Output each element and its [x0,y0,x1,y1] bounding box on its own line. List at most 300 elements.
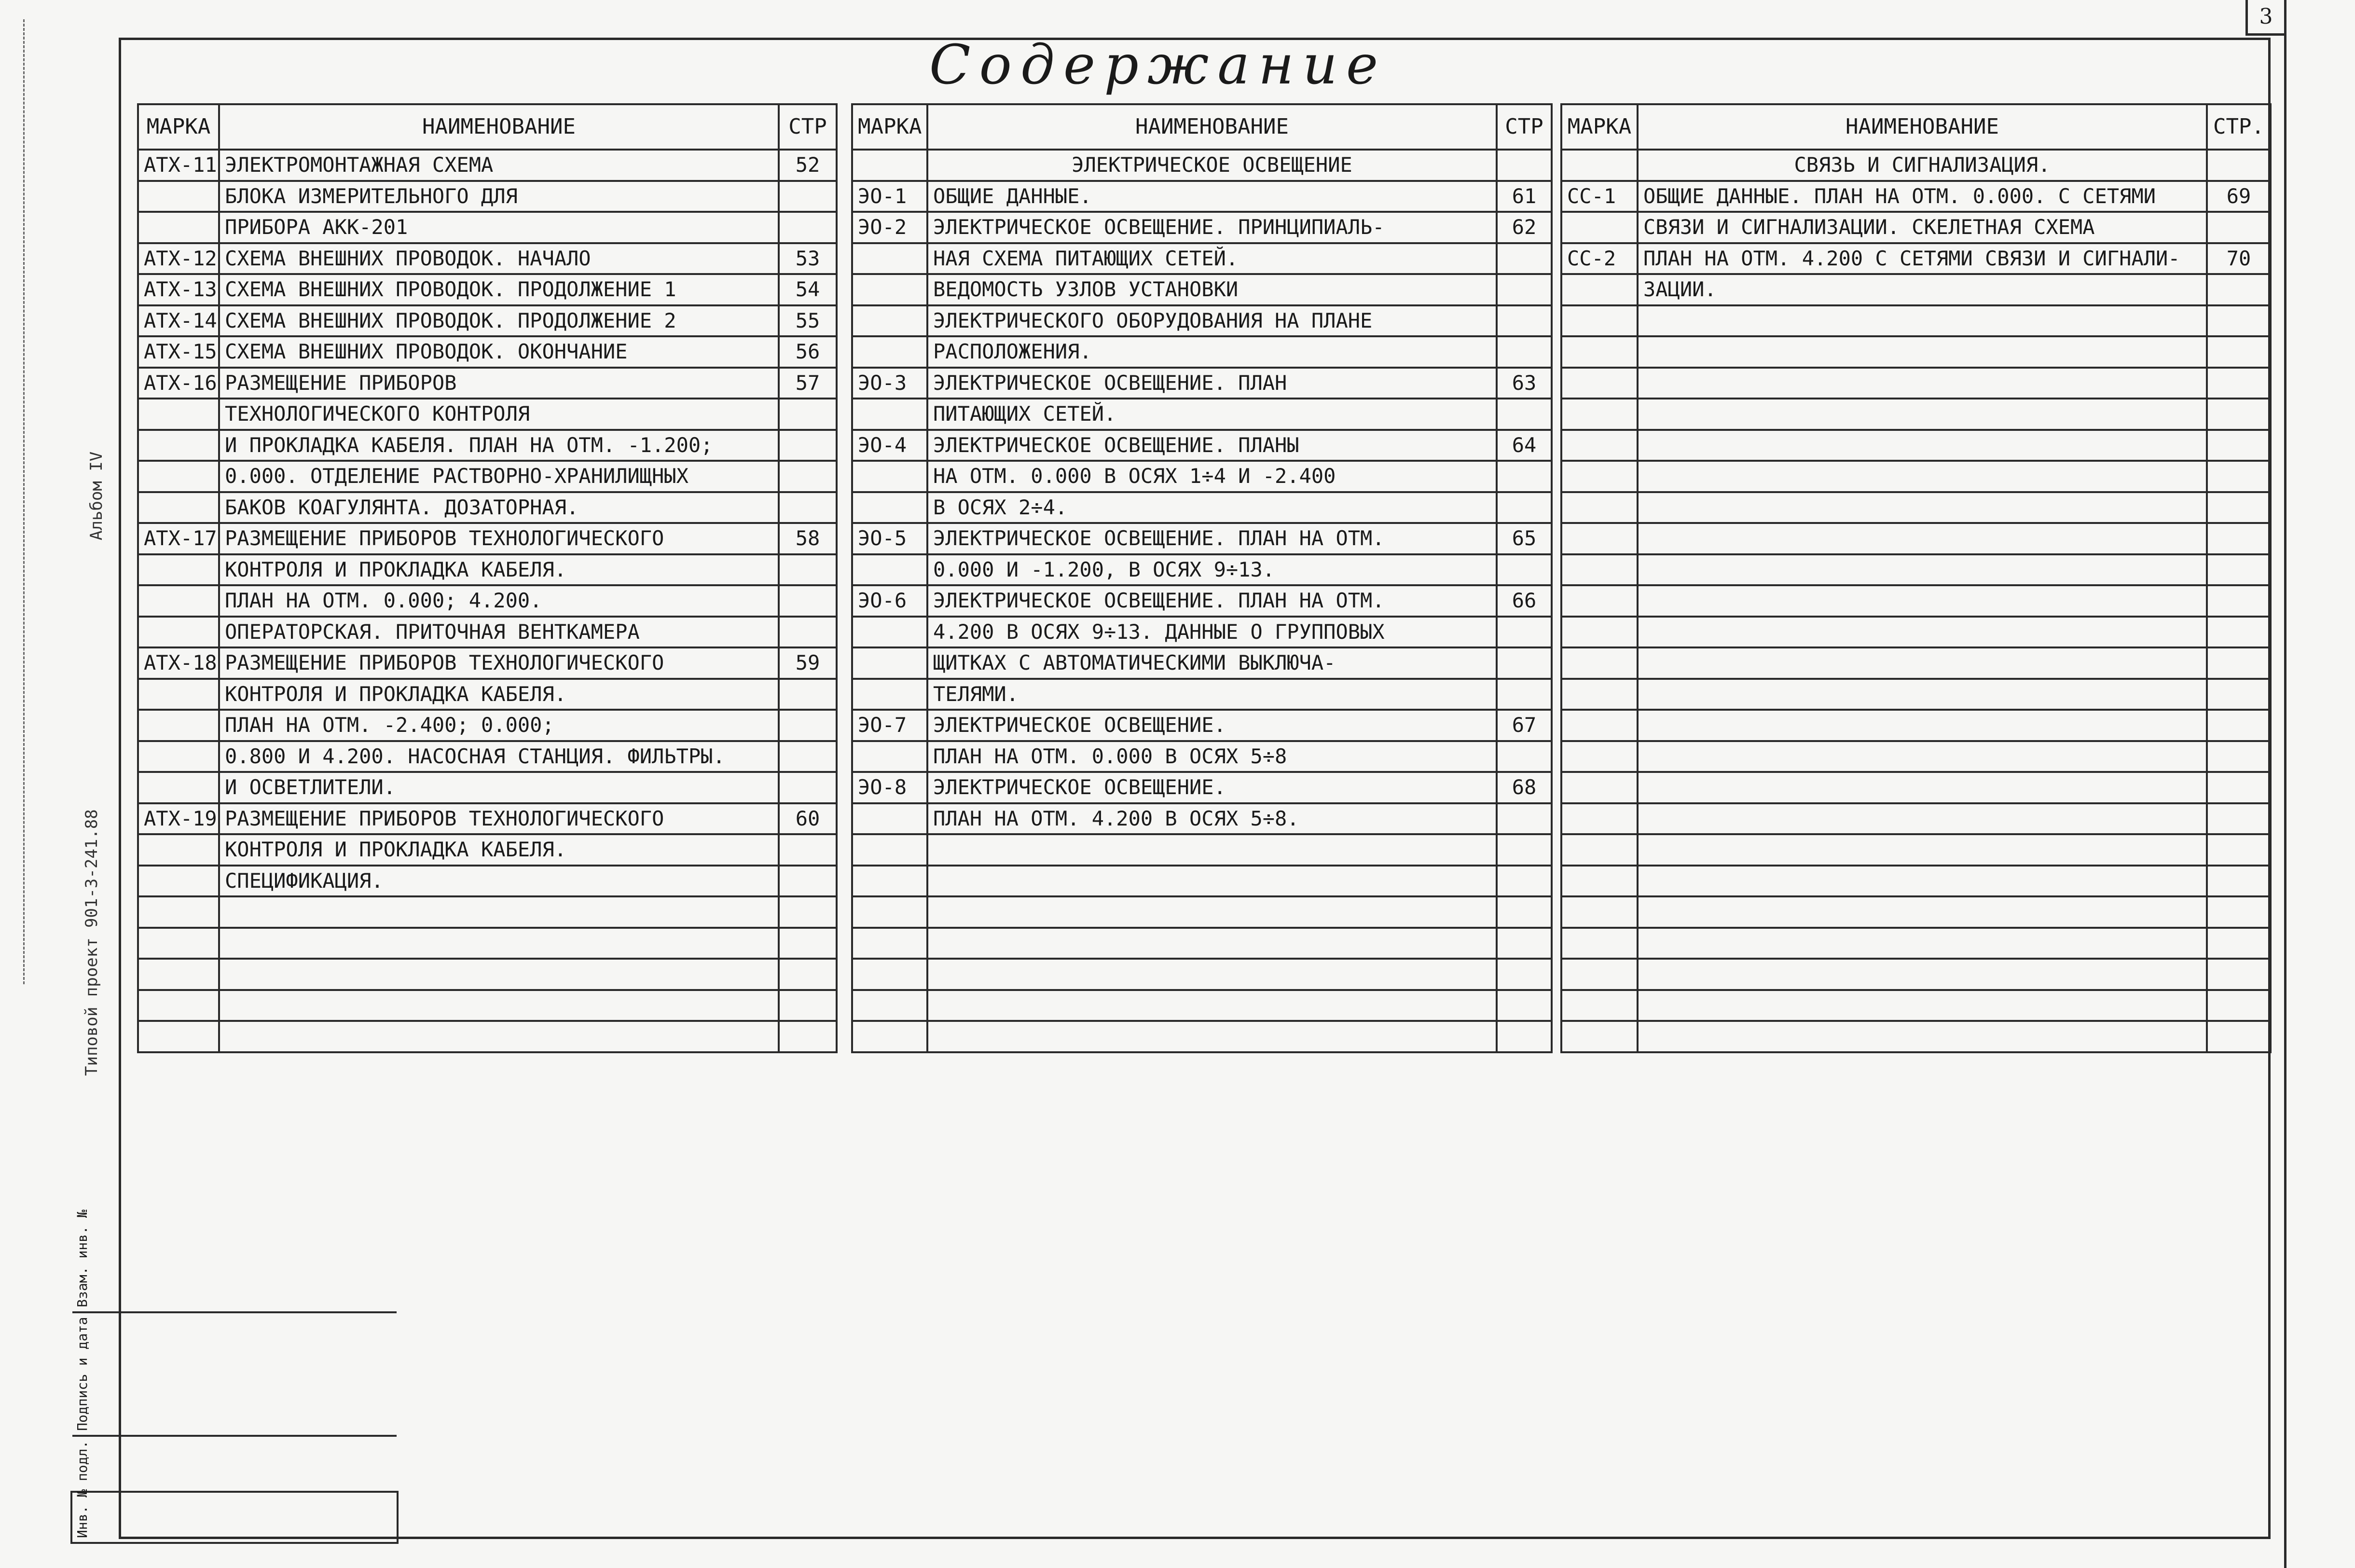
row-name [1638,430,2207,461]
table-row [852,523,1552,554]
row-mark [852,647,927,679]
row-page: 64 [1497,430,1552,461]
row-page [779,1021,837,1052]
row-name [219,959,779,990]
right-border-line [2284,0,2286,1568]
table-row [852,803,1552,835]
row-mark [1561,305,1638,337]
row-name [927,990,1497,1021]
row-name: ПИТАЮЩИХ СЕТЕЙ. [927,399,1497,430]
table-row [1561,430,2271,461]
row-page [779,492,837,523]
table-row [1561,212,2271,243]
row-page: 66 [1497,585,1552,617]
row-page [1497,647,1552,679]
row-page [1497,274,1552,305]
row-mark [1561,430,1638,461]
row-mark [1561,212,1638,243]
row-mark [138,212,219,243]
row-mark [1561,492,1638,523]
table-row [138,212,837,243]
table-row [852,492,1552,523]
row-page [779,928,837,959]
row-page [1497,1021,1552,1052]
table-row [1561,866,2271,897]
row-mark [1561,554,1638,586]
table-row [1561,990,2271,1021]
table-row [852,430,1552,461]
row-mark [1561,647,1638,679]
row-mark [1561,834,1638,866]
table-row [138,399,837,430]
row-name: КОНТРОЛЯ И ПРОКЛАДКА КАБЕЛЯ. [219,679,779,710]
row-mark: АТХ-14 [138,305,219,337]
table-row [852,305,1552,337]
row-name: СХЕМА ВНЕШНИХ ПРОВОДОК. НАЧАЛО [219,243,779,275]
table-row [138,368,837,399]
table-row [852,399,1552,430]
row-mark [852,617,927,648]
row-name [1638,1021,2207,1052]
table-row [138,1021,837,1052]
row-name [219,928,779,959]
col-header-mark: МАРКА [1561,104,1638,150]
section-row [1561,150,2271,181]
row-page [1497,928,1552,959]
table-row [852,243,1552,275]
table-row [852,896,1552,928]
table-row [852,181,1552,212]
col-header-page: СТР. [2207,104,2271,150]
table-row [138,679,837,710]
row-page [779,399,837,430]
row-mark [852,305,927,337]
table-row [852,336,1552,368]
row-page [779,617,837,648]
stamp-cell: Взам. инв. № [74,1210,90,1307]
row-name [1638,399,2207,430]
col-header-name: НАИМЕНОВАНИЕ [927,104,1497,150]
table-row [852,212,1552,243]
row-name [1638,554,2207,586]
row-page: 57 [779,368,837,399]
row-page: 69 [2207,181,2271,212]
row-name: ПЛАН НА ОТМ. 4.200 В ОСЯХ 5÷8. [927,803,1497,835]
row-name: ЭЛЕКТРИЧЕСКОЕ ОСВЕЩЕНИЕ. ПЛАН НА ОТМ. [927,585,1497,617]
table-row [852,741,1552,772]
table-row [1561,1021,2271,1052]
row-name: ЭЛЕКТРИЧЕСКОЕ ОСВЕЩЕНИЕ. ПЛАН [927,368,1497,399]
row-page [2207,741,2271,772]
table-row [1561,461,2271,492]
row-page [1497,834,1552,866]
row-page: 58 [779,523,837,554]
row-mark [1561,585,1638,617]
row-name: НА ОТМ. 0.000 В ОСЯХ 1÷4 И -2.400 [927,461,1497,492]
table-row [1561,803,2271,835]
table-row [852,990,1552,1021]
row-name: ПЛАН НА ОТМ. -2.400; 0.000; [219,710,779,741]
row-mark [138,834,219,866]
row-page [1497,399,1552,430]
row-page [2207,834,2271,866]
table-row [138,896,837,928]
table-row [852,585,1552,617]
row-name [1638,305,2207,337]
row-mark [138,710,219,741]
row-mark [1561,617,1638,648]
table-row [138,305,837,337]
row-mark [852,243,927,275]
row-page [1497,896,1552,928]
row-mark: АТХ-15 [138,336,219,368]
row-page [1497,959,1552,990]
table-row [1561,243,2271,275]
row-page [1497,492,1552,523]
row-mark [852,834,927,866]
row-name [1638,585,2207,617]
row-page [2207,212,2271,243]
row-page: 62 [1497,212,1552,243]
row-name: ПЛАН НА ОТМ. 4.200 С СЕТЯМИ СВЯЗИ И СИГНАЛИ- [1638,243,2207,275]
row-page [779,212,837,243]
row-page [1497,461,1552,492]
row-mark [138,679,219,710]
row-name: РАЗМЕЩЕНИЕ ПРИБОРОВ ТЕХНОЛОГИЧЕСКОГО [219,647,779,679]
row-page [2207,896,2271,928]
table-row [1561,181,2271,212]
row-page: 54 [779,274,837,305]
row-name: ЩИТКАХ С АВТОМАТИЧЕСКИМИ ВЫКЛЮЧА- [927,647,1497,679]
row-name: ЭЛЕКТРИЧЕСКОЕ ОСВЕЩЕНИЕ. [927,710,1497,741]
row-page [2207,990,2271,1021]
table-row [852,368,1552,399]
row-name: ПЛАН НА ОТМ. 0.000 В ОСЯХ 5÷8 [927,741,1497,772]
row-name [1638,866,2207,897]
row-mark [1561,710,1638,741]
row-page [2207,1021,2271,1052]
row-name: 0.000 И -1.200, В ОСЯХ 9÷13. [927,554,1497,586]
approval-stamp [70,1210,399,1544]
row-mark [852,679,927,710]
row-mark [138,181,219,212]
row-mark [1561,1021,1638,1052]
row-page [2207,928,2271,959]
table-row [852,461,1552,492]
row-name [1638,834,2207,866]
row-name: ЭЛЕКТРОМОНТАЖНАЯ СХЕМА [219,150,779,181]
row-page [2207,461,2271,492]
table-row [138,150,837,181]
row-name: РАЗМЕЩЕНИЕ ПРИБОРОВ ТЕХНОЛОГИЧЕСКОГО [219,803,779,835]
table-row [138,181,837,212]
row-page [2207,554,2271,586]
row-mark: АТХ-13 [138,274,219,305]
table-row [1561,274,2271,305]
row-name: ОПЕРАТОРСКАЯ. ПРИТОЧНАЯ ВЕНТКАМЕРА [219,617,779,648]
table-row [852,554,1552,586]
table-row [852,928,1552,959]
row-page: 56 [779,336,837,368]
row-name: РАЗМЕЩЕНИЕ ПРИБОРОВ [219,368,779,399]
row-name: СПЕЦИФИКАЦИЯ. [219,866,779,897]
row-name [1638,368,2207,399]
row-page [2207,803,2271,835]
table-row [138,959,837,990]
table-row [1561,585,2271,617]
row-mark [1561,772,1638,803]
binding-cut-line [23,19,25,984]
table-row [1561,492,2271,523]
row-name: БЛОКА ИЗМЕРИТЕЛЬНОГО ДЛЯ [219,181,779,212]
row-name [1638,679,2207,710]
row-mark: АТХ-18 [138,647,219,679]
table-row [1561,959,2271,990]
row-mark [138,585,219,617]
row-mark [1561,336,1638,368]
row-page: 67 [1497,710,1552,741]
row-page: 61 [1497,181,1552,212]
row-page [779,461,837,492]
table-row [1561,896,2271,928]
row-name [927,1021,1497,1052]
table-row [1561,368,2271,399]
table-row [138,554,837,586]
row-mark [852,554,927,586]
row-name: ОБЩИЕ ДАННЫЕ. ПЛАН НА ОТМ. 0.000. С СЕТЯМИ [1638,181,2207,212]
row-name [219,990,779,1021]
table-row [138,803,837,835]
row-name: И ОСВЕТЛИТЕЛИ. [219,772,779,803]
table-row [138,647,837,679]
row-page [2207,430,2271,461]
table-row [138,492,837,523]
row-mark [138,866,219,897]
row-name [1638,772,2207,803]
row-mark [852,803,927,835]
row-name: ВЕДОМОСТЬ УЗЛОВ УСТАНОВКИ [927,274,1497,305]
row-name: РАЗМЕЩЕНИЕ ПРИБОРОВ ТЕХНОЛОГИЧЕСКОГО [219,523,779,554]
row-mark [1561,274,1638,305]
table-row [138,866,837,897]
page-number: 3 [2245,0,2284,36]
row-page: 63 [1497,368,1552,399]
table-row [852,274,1552,305]
row-name: БАКОВ КОАГУЛЯНТА. ДОЗАТОРНАЯ. [219,492,779,523]
table-row [852,710,1552,741]
table-row [138,523,837,554]
row-mark [138,399,219,430]
table-row [1561,647,2271,679]
row-mark: АТХ-11 [138,150,219,181]
row-name [1638,896,2207,928]
row-name: ТЕЛЯМИ. [927,679,1497,710]
row-name [1638,492,2207,523]
table-row [852,679,1552,710]
row-page [2207,336,2271,368]
row-mark [1561,990,1638,1021]
row-page [2207,959,2271,990]
table-row [1561,336,2271,368]
row-page [2207,585,2271,617]
row-mark: СС-1 [1561,181,1638,212]
row-page [2207,866,2271,897]
row-mark [1561,741,1638,772]
row-page [779,896,837,928]
row-mark: ЭО-5 [852,523,927,554]
col-header-name: НАИМЕНОВАНИЕ [219,104,779,150]
row-page [2207,523,2271,554]
row-name: В ОСЯХ 2÷4. [927,492,1497,523]
row-name [1638,617,2207,648]
table-row [1561,305,2271,337]
row-name: СХЕМА ВНЕШНИХ ПРОВОДОК. ПРОДОЛЖЕНИЕ 1 [219,274,779,305]
table-row [852,959,1552,990]
row-name: 0.800 И 4.200. НАСОСНАЯ СТАНЦИЯ. ФИЛЬТРЫ. [219,741,779,772]
row-mark [1561,959,1638,990]
toc-table-lighting [851,103,1553,1053]
page-title: Содержание [929,34,1387,96]
row-mark [138,461,219,492]
row-page [2207,492,2271,523]
col-header-mark: МАРКА [138,104,219,150]
row-name [1638,647,2207,679]
row-name: КОНТРОЛЯ И ПРОКЛАДКА КАБЕЛЯ. [219,834,779,866]
section-title: ЭЛЕКТРИЧЕСКОЕ ОСВЕЩЕНИЕ [927,150,1497,181]
row-mark: ЭО-8 [852,772,927,803]
row-page: 60 [779,803,837,835]
row-page [1497,866,1552,897]
row-mark: АТХ-12 [138,243,219,275]
table-row [1561,523,2271,554]
row-page [1497,679,1552,710]
table-row [1561,928,2271,959]
row-mark: ЭО-1 [852,181,927,212]
row-mark: ЭО-4 [852,430,927,461]
table-row [138,461,837,492]
table-row [852,647,1552,679]
row-page [2207,617,2271,648]
row-mark [138,1021,219,1052]
row-mark [1561,928,1638,959]
row-mark: ЭО-2 [852,212,927,243]
row-mark [1561,368,1638,399]
stamp-cell: Подпись и дата [72,1311,397,1435]
table-row [138,336,837,368]
row-page: 65 [1497,523,1552,554]
row-page [1497,990,1552,1021]
table-row [1561,617,2271,648]
stamp-cell: Инв. № подл. [72,1435,397,1542]
row-mark [852,492,927,523]
row-mark [852,1021,927,1052]
row-name [1638,336,2207,368]
row-name: 0.000. ОТДЕЛЕНИЕ РАСТВОРНО-ХРАНИЛИЩНЫХ [219,461,779,492]
col-header-page: СТР [1497,104,1552,150]
row-mark: АТХ-16 [138,368,219,399]
row-name [1638,523,2207,554]
row-page [779,181,837,212]
row-name: ЭЛЕКТРИЧЕСКОЕ ОСВЕЩЕНИЕ. ПЛАН НА ОТМ. [927,523,1497,554]
table-row [852,617,1552,648]
row-mark [138,928,219,959]
row-page [2207,679,2271,710]
row-page: 52 [779,150,837,181]
row-page [2207,368,2271,399]
row-page [1497,803,1552,835]
row-mark [852,959,927,990]
row-mark [138,990,219,1021]
table-row [138,990,837,1021]
row-name: КОНТРОЛЯ И ПРОКЛАДКА КАБЕЛЯ. [219,554,779,586]
row-mark [852,336,927,368]
row-name: СХЕМА ВНЕШНИХ ПРОВОДОК. ОКОНЧАНИЕ [219,336,779,368]
toc-table-communications [1560,103,2272,1053]
table-row [138,928,837,959]
row-page [2207,772,2271,803]
row-mark [852,274,927,305]
row-mark: ЭО-7 [852,710,927,741]
row-mark [1561,523,1638,554]
table-row [1561,679,2271,710]
row-name [219,896,779,928]
row-page: 68 [1497,772,1552,803]
row-name [1638,990,2207,1021]
row-mark [138,492,219,523]
table-header-row [1561,104,2271,150]
row-name: СВЯЗИ И СИГНАЛИЗАЦИИ. СКЕЛЕТНАЯ СХЕМА [1638,212,2207,243]
col-header-page: СТР [779,104,837,150]
table-row [138,741,837,772]
row-mark [138,741,219,772]
row-name: ПЛАН НА ОТМ. 0.000; 4.200. [219,585,779,617]
table-row [138,243,837,275]
row-mark [138,430,219,461]
table-row [852,772,1552,803]
table-row [1561,710,2271,741]
table-row [138,834,837,866]
row-page [779,959,837,990]
row-name [1638,803,2207,835]
row-page [779,772,837,803]
section-title: СВЯЗЬ И СИГНАЛИЗАЦИЯ. [1638,150,2207,181]
row-name [1638,461,2207,492]
row-page [779,585,837,617]
row-mark [138,959,219,990]
row-mark [1561,461,1638,492]
row-mark: АТХ-19 [138,803,219,835]
row-name: ЗАЦИИ. [1638,274,2207,305]
table-row [1561,772,2271,803]
side-album-label: Альбом IV [87,451,106,540]
row-mark [1561,866,1638,897]
table-row [138,585,837,617]
row-mark: ЭО-3 [852,368,927,399]
table-row [852,834,1552,866]
row-page [2207,399,2271,430]
row-mark [138,554,219,586]
table-row [138,430,837,461]
row-name [1638,928,2207,959]
row-name [1638,741,2207,772]
row-page: 70 [2207,243,2271,275]
row-page: 59 [779,647,837,679]
row-page [1497,336,1552,368]
col-header-name: НАИМЕНОВАНИЕ [1638,104,2207,150]
row-name: ТЕХНОЛОГИЧЕСКОГО КОНТРОЛЯ [219,399,779,430]
row-page: 53 [779,243,837,275]
table-header-row [138,104,837,150]
